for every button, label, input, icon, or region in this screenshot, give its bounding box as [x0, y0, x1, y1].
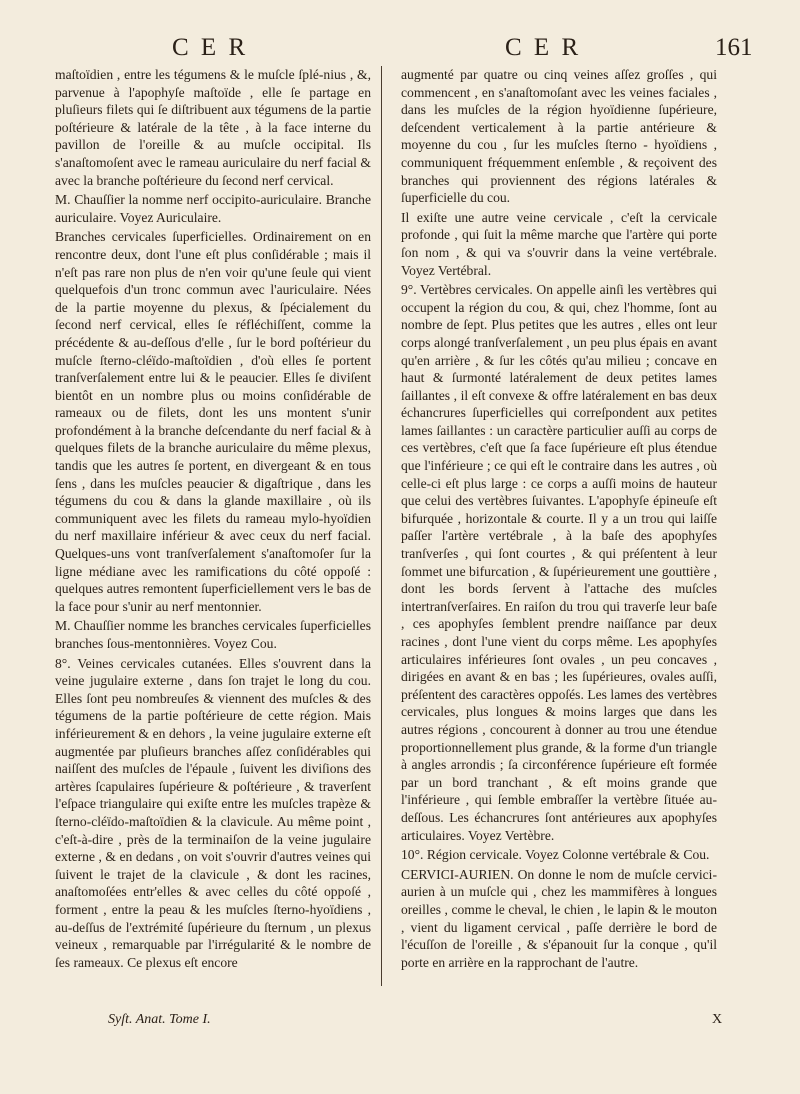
footer-signature: Syſt. Anat. Tome I. [108, 1012, 211, 1027]
left-column [55, 66, 371, 971]
paragraph: M. Chauſſier la nomme nerf occipito-auriculaire. Branche auriculaire. Voyez Auriculaire. [55, 192, 371, 225]
right-column [401, 66, 717, 971]
running-header [0, 28, 800, 68]
paragraph: maſtoïdien , entre les tégumens & le muſcle ſplé-nius , &, parvenue à l'apophyſe maſtoïde , elle ſe partage en pluſieurs filets qui ſe diſtribuent aux tégumens de la partie poſtérieure & latérale de la tête , à la face interne du pavillon de l'oreille & au muſcle occipital. Ils s'anaſtomoſent avec le rameau auriculaire du nerf facial & avec la branche poſtérieure du ſecond nerf cervical. [55, 67, 371, 188]
paragraph: 10°. Région cervicale. Voyez Colonne vertébrale & Cou. [401, 847, 710, 863]
paragraph: 9°. Vertèbres cervicales. On appelle ainſi les vertèbres qui occupent la région du cou, & qui, chez l'homme, ſont au nombre de ſept. Plus petites que les autres , elles ont leur corps alongé tranſverſalement , un peu plus épais en avant qu'en arrière , & ſur les côtés qu'au milieu ; concave en haut & ſurmonté latéralement de deux petites lames ſaillantes , il eſt convexe & offre latéralement en bas deux échancrures ſuperficielles qui correſpondent aux petites lames ſaillantes : un caractère particulier auſſi au corps de ces vertèbres, c'eſt que ſa face ſupérieure eſt plus étendue que l'inférieure ; ce qui eſt le contraire dans les autres , où celle-ci eſt plus large : ce corps a auſſi moins de hauteur que celui des vertèbres ſuivantes. L'apophyſe épineuſe eſt bifurquée , horizontale & courte. Il y a un trou qui laiſſe paſſer l'artère vertébrale , à la baſe des apophyſes tranſverſes , qui ſont courtes , & qui préſentent à leur ſommet une bifurcation , & ſupérieurement une gouttière , dont les bords ſervent à l'attache des muſcles intertranſverſaires. En raiſon du trou qui traverſe leur baſe , ces apophyſes ſemblent prendre naiſſance par deux racines , dont l'une vient du corps même. Les apophyſes articulaires inférieures ſont ovales , un peu concaves , dirigées en avant & en bas ; les ſupérieures, ovales auſſi, préſentent des caractères oppoſés. Les lames des vertèbres cervicales, plus longues & moins larges que dans les autres régions , concourent à donner au trou une étendue proportionnellement plus grande, & la forme d'un triangle à angles arrondis ; ſa circonférence ſupérieure eſt formée par un bord tranchant , & eſt moins grande que l'inférieure , qui ſemble embraſſer la vertèbre ſituée au-deſſous. Les échancrures ſont antérieures aux apophyſes articulaires. Voyez Vertèbre. [401, 282, 717, 843]
paragraph: 8°. Veines cervicales cutanées. Elles s'ouvrent dans la veine jugulaire externe , dans ſon trajet le long du cou. Elles ſont peu nombreuſes & viennent des muſcles & des tégumens de la partie poſtérieure de cette région. Mais inférieurement & en dehors , la veine jugulaire externe eſt augmentée par pluſieurs branches aſſez conſidérables qui naiſſent des muſcles de l'épaule , ſuivent les diviſions des artères ſcapulaires ſupérieure & poſtérieure , & traverſent l'eſpace triangulaire qui exiſte entre les muſcles trapèze & ſterno-cléïdo-maſtoïdien & la clavicule. Au même point , c'eſt-à-dire , près de la terminaiſon de la veine jugulaire externe , & en dedans , on voit s'ouvrir d'autres veines qui ſuivent le trajet de la clavicule , & dont les racines, anaſtomoſées entr'elles & avec celles du côté oppoſé , forment , entre la peau & les muſcles ſterno-hyoïdiens , au-deſſus de l'extrémité ſupérieure du ſternum , un plexus veineux , remarquable par l'irrégularité & le nombre de ſes rameaux. Ce plexus eſt encore [55, 655, 371, 970]
paragraph: Branches cervicales ſuperficielles. Ordinairement on en rencontre deux, dont l'une eſt plus conſidérable ; mais il n'eſt pas rare non plus de n'en voir qu'une ſeule qui vient quelquefois d'un tronc commun avec l'auriculaire. Nées de la partie moyenne du plexus, & ſpécialement du ſecond nerf cervical, elles ſe réfléchiſſent, comme la précédente & au-deſſous d'elle , ſur le bord poſtérieur du muſcle ſterno-cléïdo-maſtoïdien , d'où elles ſe portent tranſverſalement entre lui & le peaucier. Elles ſe diviſent bientôt en un nombre plus ou moins conſidérable de rameaux ou de filets, dont les uns montent s'unir profondément à la branche deſcendante du nerf facial & à quelques filets de la branche auriculaire du même plexus, tandis que les autres ſe portent, en divergeant & en tous ſens , dans les muſcles peaucier & digaſtrique , dans les tégumens du cou & dans la glande maxillaire , où ils communiquent avec les filets du rameau mylo-hyoïdien du nerf maxillaire inférieur & avec ceux du nerf facial. Quelques-uns vont tranſverſalement s'anaſtomoſer ſur la ligne médiane avec les ramifications du côté oppoſé : quelques autres remontent ſuperficiellement vers le bas de la face pour s'unir au nerf mentonnier. [55, 229, 371, 614]
paragraph: augmenté par quatre ou cinq veines aſſez groſſes , qui commencent , en s'anaſtomoſant avec les veines faciales , dans les muſcles de la région hyoïdienne ſupérieure, deſcendent verticalement à la partie antérieure & moyenne du cou , ſur les muſcles ſterno - hyoïdiens , communiquent fréquemment enſemble , & reçoivent des branches qui proviennent des régions latérales & ſuperficielle du cou. [401, 67, 717, 206]
header-right-title: C E R [505, 34, 582, 61]
column-divider [381, 66, 382, 986]
paragraph: CERVICI-AURIEN. On donne le nom de muſcle cervici-aurien à un muſcle qui , chez les mammifères à longues oreilles , comme le cheval, le chien , le lapin & le mouton , vient du ligament cervical , paſſe derrière le bord de l'écuſſon de l'oreille , & s'épanouit ſur la conque , qu'il porte en arrière en la rapprochant de l'autre. [401, 866, 717, 970]
footer-signature-mark: X [712, 1012, 723, 1027]
page-number: 161 [715, 34, 753, 61]
paragraph: M. Chauſſier nomme les branches cervicales ſuperficielles branches ſous-mentonnières. Voyez Cou. [55, 618, 371, 651]
header-left-title: C E R [172, 34, 249, 61]
paragraph: Il exiſte une autre veine cervicale , c'eſt la cervicale profonde , qui ſuit la même marche que l'artère qui porte ſon nom , & qui va s'ouvrir dans la veine vertébrale. Voyez Vertébral. [401, 209, 717, 278]
